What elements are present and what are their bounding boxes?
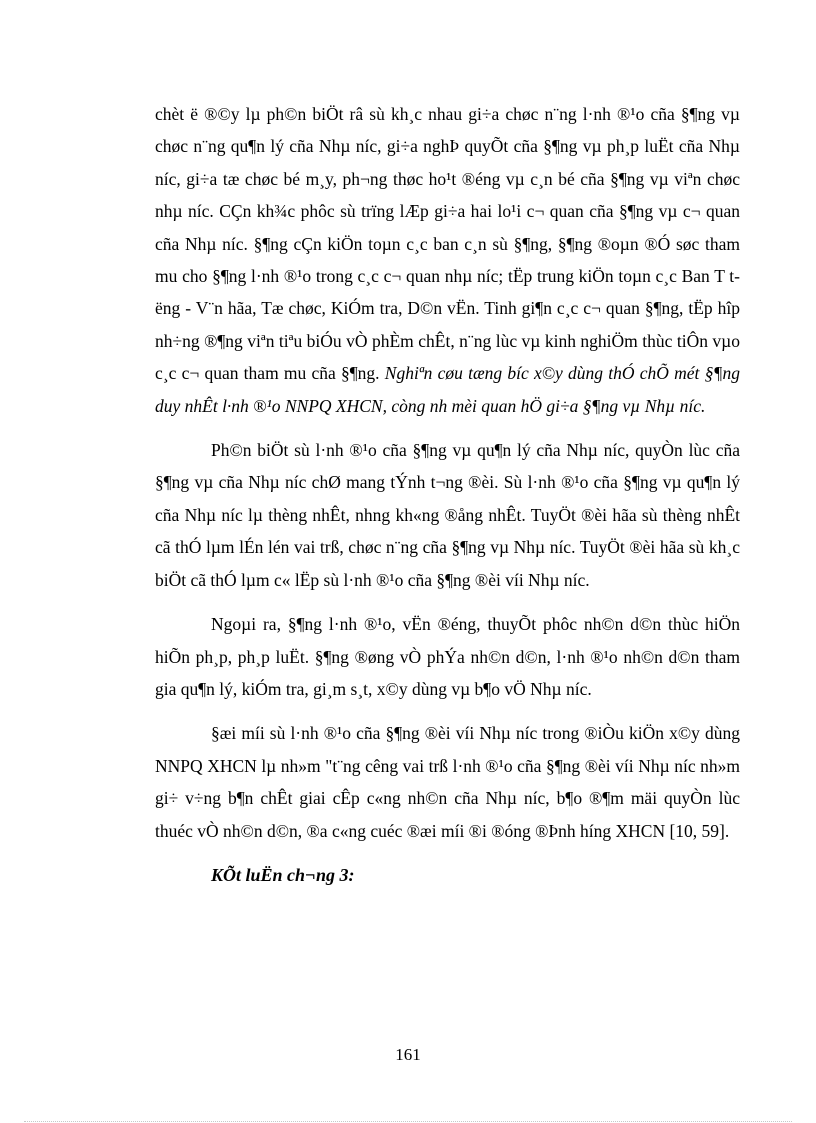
paragraph-3: Ngoµi ra, §¶ng l·nh ®¹o, vËn ®éng, thuyÕt phôc nh©n d©n thùc hiÖn hiÕn ph¸p, ph¸p luËt. §¶ng ®øng vÒ phÝa nh©n d©n, l·nh ®¹o nh©n d©n tham gia qu¶n lý, kiÓm tra, gi¸m s¸t, x©y dùng vµ b¶o vÖ Nhµ níc. xyxy=(155,614,740,699)
paragraph-1 xyxy=(155,98,740,422)
chapter-conclusion-heading: KÕt luËn ch¬ng 3: xyxy=(211,864,355,885)
paragraph-1-text: chèt ë ®©y lµ ph©n biÖt râ sù kh¸c nhau gi÷a chøc n¨ng l·nh ®¹o cña §¶ng vµ chøc n¨ng qu¶n lý cña Nhµ níc, gi÷a nghÞ quyÕt cña §¶ng vµ ph¸p luËt cña Nhµ níc, gi÷a tæ chøc bé m¸y, ph¬ng thøc ho¹t ®éng vµ c¸n bé cña §¶ng vµ viªn chøc nhµ níc. CÇn kh¾c phôc sù trïng lÆp gi÷a hai lo¹i c¬ quan cña §¶ng vµ c¬ quan cña Nhµ níc. §¶ng cÇn kiÖn toµn c¸c ban c¸n sù §¶ng, §¶ng ®oµn ®Ó søc tham mu cho §¶ng l·nh ®¹o trong c¸c c¬ quan nhµ níc; tËp trung kiÖn toµn c¸c Ban T tëng - V¨n hãa, Tæ chøc, KiÓm tra, D©n vËn. Tinh gi¶n c¸c c¬ quan §¶ng, tËp hîp nh÷ng ®¶ng viªn tiªu biÓu vÒ phÈm chÊt, n¨ng lùc vµ kinh nghiÖm thùc tiÔn vµo c¸c c¬ quan tham mu cña §¶ng. xyxy=(155,104,740,384)
page-bottom-divider xyxy=(24,1121,792,1122)
page-number: 161 xyxy=(395,1045,421,1064)
paragraph-1-italic-text: Nghiªn cøu tæng bíc x©y dùng thÓ chÕ mét §¶ng duy nhÊt l·nh ®¹o NNPQ XHCN, còng nh mèi quan hÖ gi÷a §¶ng vµ Nhµ níc. xyxy=(155,363,740,416)
body-text xyxy=(155,98,740,891)
paragraph-2: Ph©n biÖt sù l·nh ®¹o cña §¶ng vµ qu¶n lý cña Nhµ níc, quyÒn lùc cña §¶ng vµ cña Nhµ níc chØ mang tÝnh t¬ng ®èi. Sù l·nh ®¹o cña §¶ng vµ qu¶n lý cña Nhµ níc lµ thèng nhÊt, nhng kh«ng ®ång nhÊt. TuyÖt ®èi hãa sù thèng nhÊt cã thÓ lµm lÉn lén vai trß, chøc n¨ng cña §¶ng vµ Nhµ níc. TuyÖt ®èi hãa sù kh¸c biÖt cã thÓ lµm c« lËp sù l·nh ®¹o cña §¶ng ®èi víi Nhµ níc. xyxy=(155,440,740,590)
paragraph-4: §æi míi sù l·nh ®¹o cña §¶ng ®èi víi Nhµ níc trong ®iÒu kiÖn x©y dùng NNPQ XHCN lµ nh»m "t¨ng cêng vai trß l·nh ®¹o cña §¶ng ®èi víi Nhµ níc nh»m gi÷ v÷ng b¶n chÊt giai cÊp c«ng nh©n cña Nhµ níc, b¶o ®¶m mäi quyÒn lùc thuéc vÒ nh©n d©n, ®a c«ng cuéc ®æi míi ®i ®óng ®Þnh híng XHCN [10, 59]. xyxy=(155,723,740,841)
